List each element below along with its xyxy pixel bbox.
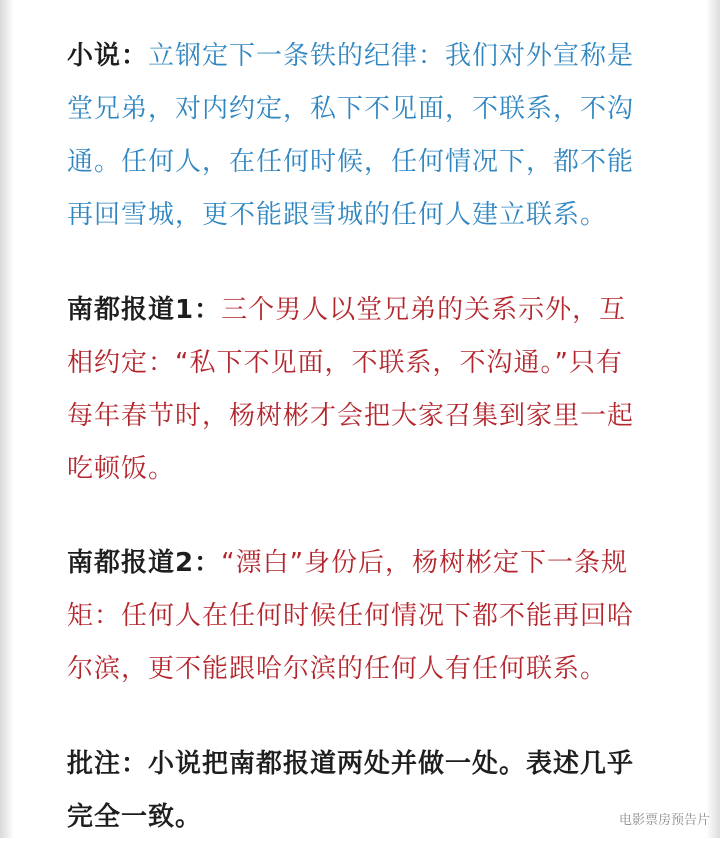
- section-report-1-label: 南都报道1：: [67, 295, 222, 325]
- section-report-2-text: “漂白”身份后，杨树彬定下一条规矩：任何人在任何时候任何情况下都不能再回哈尔滨，更不能跟哈尔滨的任何人有任何联系。: [67, 548, 635, 684]
- section-report-1-text: 三个男人以堂兄弟的关系示外，互相约定：“私下不见面，不联系，不沟通。”只有每年春节时，杨树彬才会把大家召集到家里一起吃顿饭。: [67, 295, 635, 484]
- section-report-1: [67, 284, 642, 496]
- section-novel-text: 立钢定下一条铁的纪律：我们对外宣称是堂兄弟，对内约定，私下不见面，不联系，不沟通。任何人，在任何时候，任何情况下，都不能再回雪城，更不能跟雪城的任何人建立联系。: [67, 41, 635, 230]
- section-annotation-text: 小说把南都报道两处并做一处。表述几乎完全一致。: [67, 749, 635, 832]
- section-report-2: [67, 537, 642, 696]
- section-novel: [67, 30, 642, 242]
- section-annotation-label: 批注：: [67, 749, 149, 779]
- right-edge-shadow: [706, 0, 720, 838]
- section-annotation: [67, 738, 642, 844]
- section-report-2-label: 南都报道2：: [67, 548, 222, 578]
- left-edge-shadow: [0, 0, 14, 838]
- watermark: 电影票房预告片: [618, 813, 710, 828]
- section-novel-label: 小说：: [67, 41, 149, 71]
